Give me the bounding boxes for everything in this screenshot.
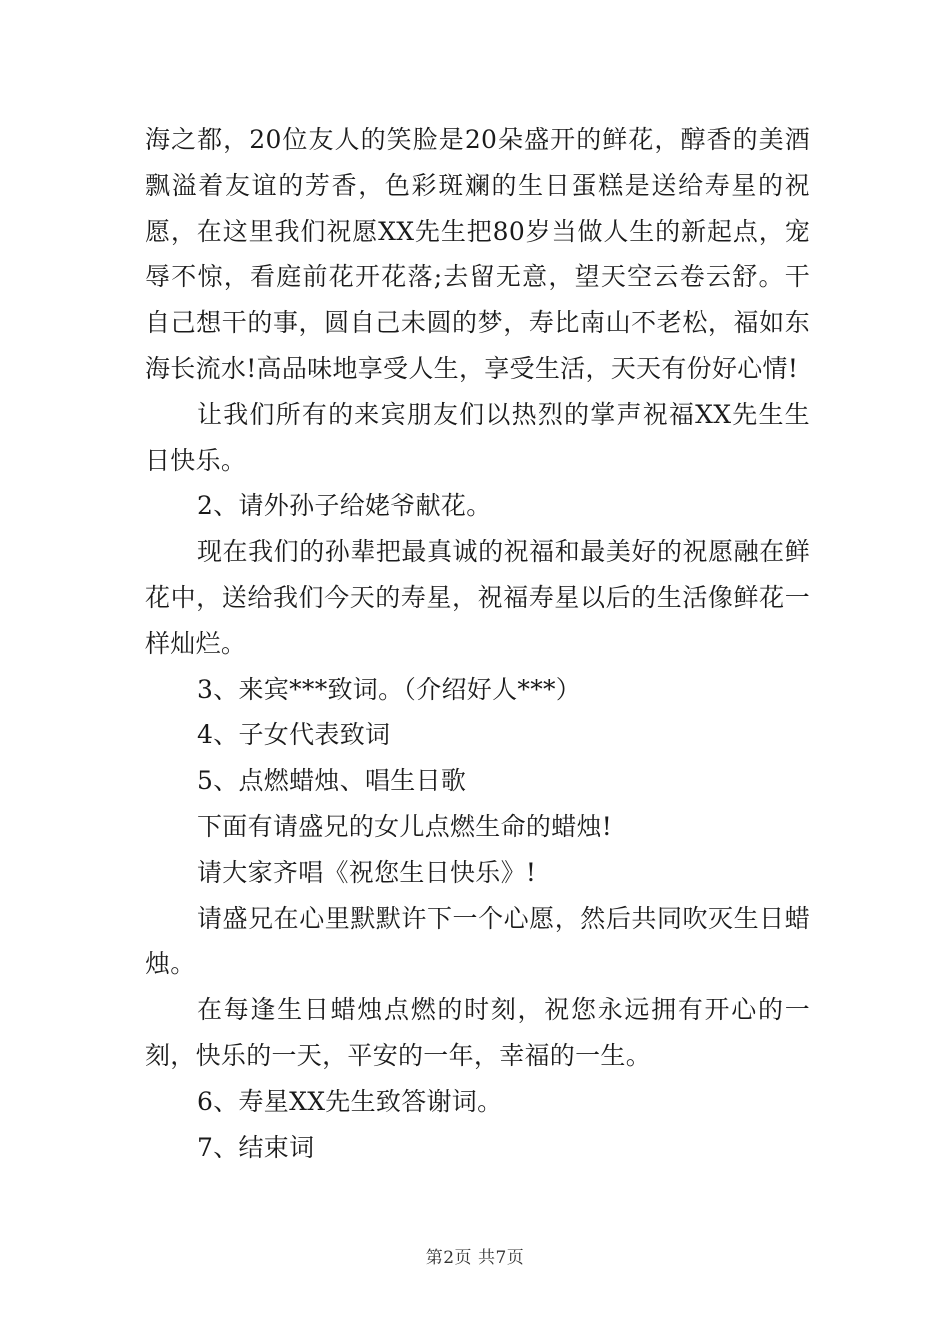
agenda-item: 5、点燃蜡烛、唱生日歌 (197, 766, 467, 796)
page-footer (0, 1243, 950, 1268)
paragraph: 现在我们的孙辈把最真诚的祝福和最美好的祝愿融在鲜花中，送给我们今天的寿星，祝福寿星以后的生活像鲜花一样灿烂。 (145, 537, 810, 658)
paragraph: 请盛兄在心里默默许下一个心愿，然后共同吹灭生日蜡烛。 (145, 903, 810, 979)
document-body (145, 117, 810, 1170)
agenda-item: 7、结束词 (197, 1132, 315, 1162)
paragraph-continuation: 海之都，20位友人的笑脸是20朵盛开的鲜花，醇香的美酒飘溢着友谊的芳香，色彩斑斓的生日蛋糕是送给寿星的祝愿，在这里我们祝愿XX先生把80岁当做人生的新起点，宠辱不惊，看庭前花开花落;去留无意，望天空云卷云舒。干自己想干的事，圆自己未圆的梦，寿比南山不老松，福如东海长流水!高品味地享受人生，享受生活，天天有份好心情! (145, 125, 810, 383)
agenda-item: 2、请外孙子给姥爷献花。 (197, 491, 492, 521)
agenda-item: 6、寿星XX先生致答谢词。 (197, 1086, 503, 1116)
page-indicator: 第2页 共7页 (425, 1248, 525, 1268)
paragraph: 请大家齐唱《祝您生日快乐》! (197, 857, 537, 887)
agenda-item: 3、来宾***致词。（介绍好人***） (197, 674, 582, 704)
agenda-item: 4、子女代表致词 (197, 720, 391, 750)
paragraph: 在每逢生日蜡烛点燃的时刻，祝您永远拥有开心的一刻，快乐的一天，平安的一年，幸福的一生。 (145, 995, 810, 1070)
paragraph: 下面有请盛兄的女儿点燃生命的蜡烛! (197, 811, 613, 841)
paragraph: 让我们所有的来宾朋友们以热烈的掌声祝福XX先生生日快乐。 (145, 399, 810, 475)
